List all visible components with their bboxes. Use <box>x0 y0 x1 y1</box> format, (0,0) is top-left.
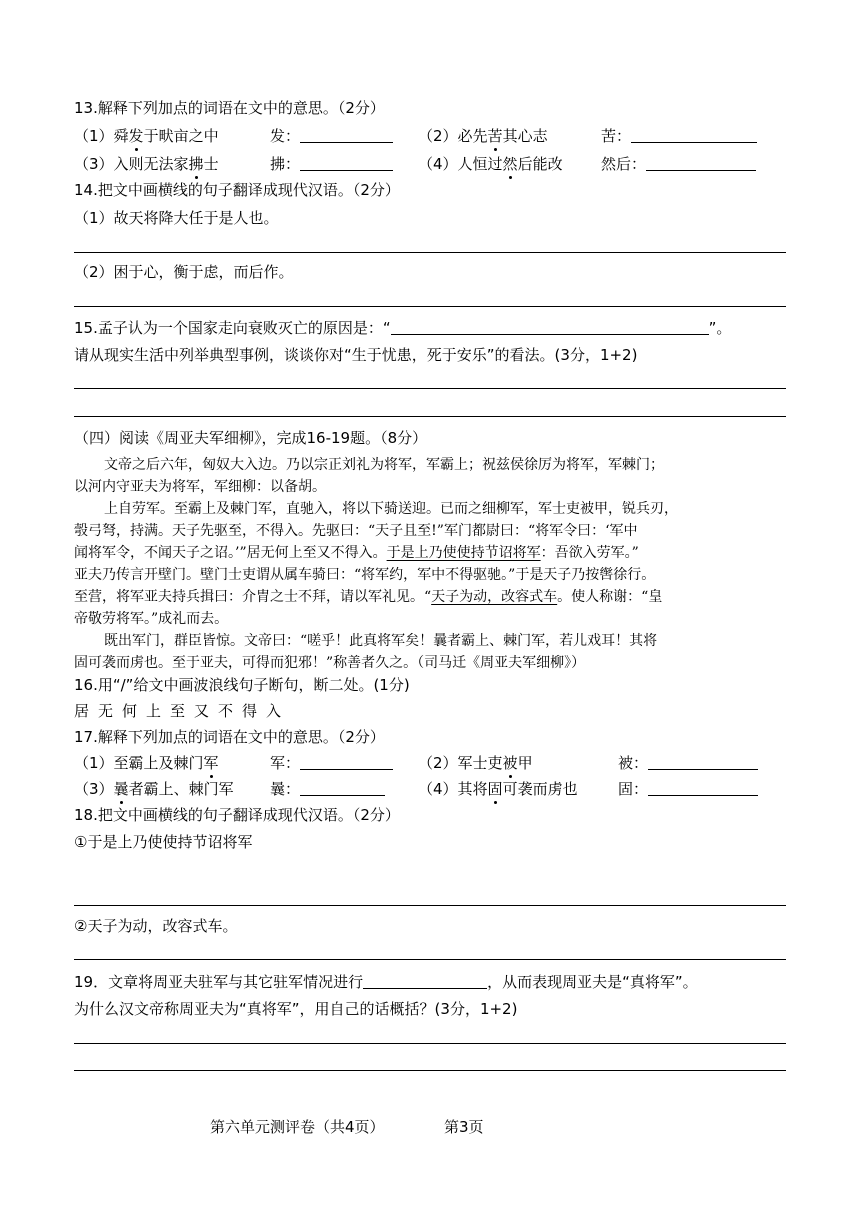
answer-blank[interactable] <box>300 156 393 171</box>
answer-blank[interactable] <box>631 128 757 143</box>
dotted-char: 苦 <box>487 127 503 145</box>
q18-title: 18.把文中画横线的句子翻译成现代汉语。（2分） <box>74 806 400 824</box>
q17-item-1: （1）至霸上及棘门军 <box>74 754 219 772</box>
answer-blank[interactable] <box>648 755 758 770</box>
q18-sentence-1: ①于是上乃使使持节诏将军 <box>74 833 253 851</box>
answer-blank[interactable] <box>363 974 487 989</box>
answer-line[interactable] <box>74 252 786 253</box>
passage-line: 至营，将军亚夫持兵揖曰：介胄之士不拜，请以军礼见。“天子为动，改容式车。使人称谢：“皇 <box>74 589 663 605</box>
answer-blank[interactable] <box>391 320 709 335</box>
q13-answer-1[interactable]: 发： <box>270 126 393 146</box>
dotted-char: 被 <box>502 754 518 772</box>
q19-question: 19．文章将周亚夫驻军与其它驻军情况进行 ，从而表现周亚夫是“真将军”。 <box>74 973 698 991</box>
dotted-char: 军 <box>203 754 219 772</box>
footer-page-number: 第3页 <box>444 1118 484 1136</box>
passage-line: 闻将军令，不闻天子之诏。’”居无何上至又不得入。于是上乃使使持节诏将军：吾欲入劳军。” <box>74 545 639 561</box>
q15-prompt: 请从现实生活中列举典型事例，谈谈你对“生于忧患，死于安乐”的看法。(3分，1+2) <box>74 346 638 364</box>
dotted-char: 固 <box>487 780 503 798</box>
dotted-char: 曩 <box>113 780 129 798</box>
answer-blank[interactable] <box>300 128 393 143</box>
answer-line[interactable] <box>74 959 786 960</box>
answer-line[interactable] <box>74 905 786 906</box>
q13-answer-4[interactable]: 然后： <box>601 154 756 174</box>
q16-title: 16.用“/”给文中画波浪线句子断句，断二处。(1分) <box>74 676 410 694</box>
passage-line: 固可袭而虏也。至于亚夫，可得而犯邪！”称善者久之。（司马迁《周亚夫军细柳》） <box>74 655 586 671</box>
q14-sentence-2: （2）困于心，衡于虑，而后作。 <box>74 263 294 281</box>
dotted-char: 然 <box>502 155 518 173</box>
answer-blank[interactable] <box>300 781 385 796</box>
underlined-sentence: 于是上乃使使持节诏将军 <box>386 545 541 561</box>
passage-line: 以河内守亚夫为将军，军细柳：以备胡。 <box>74 479 326 495</box>
passage-line: 亚夫乃传言开壁门。壁门士吏谓从属车骑曰：“将军约，军中不得驱驰。”于是天子乃按辔徐行。 <box>74 567 656 583</box>
q13-answer-2[interactable]: 苦： <box>601 126 757 146</box>
footer-exam-info: 第六单元测评卷（共4页） <box>210 1118 385 1136</box>
answer-line[interactable] <box>74 1043 786 1044</box>
q17-answer-2[interactable]: 被： <box>618 753 758 773</box>
q13-answer-3[interactable]: 拂： <box>270 154 393 174</box>
passage-line: 帝敬劳将军。”成礼而去。 <box>74 611 229 627</box>
answer-line[interactable] <box>74 416 786 417</box>
q17-item-4: （4）其将固可袭而虏也 <box>418 780 578 798</box>
q17-item-3: （3）曩者霸上、棘门军 <box>74 780 234 798</box>
answer-blank[interactable] <box>300 755 393 770</box>
answer-line[interactable] <box>74 306 786 307</box>
q14-sentence-1: （1）故天将降大任于是人也。 <box>74 209 279 227</box>
passage-line: 彀弓弩，持满。天子先驱至，不得入。先驱曰：“天子且至!”军门都尉曰：“将军令曰：‘军中 <box>74 523 638 539</box>
q19-prompt: 为什么汉文帝称周亚夫为“真将军”，用自己的话概括？(3分，1+2) <box>74 1000 518 1018</box>
q17-answer-3[interactable]: 曩： <box>270 779 385 799</box>
passage-line: 文帝之后六年，匈奴大入边。乃以宗正刘礼为将军，军霸上；祝兹侯徐厉为将军，军棘门； <box>104 457 664 473</box>
q17-answer-1[interactable]: 军： <box>270 753 393 773</box>
q13-title: 13.解释下列加点的词语在文中的意思。（2分） <box>74 99 385 117</box>
answer-blank[interactable] <box>646 156 756 171</box>
q17-answer-4[interactable]: 固： <box>618 779 758 799</box>
passage-line: 既出军门，群臣皆惊。文帝曰：“嗟乎！此真将军矣！曩者霸上、棘门军，若儿戏耳！其将 <box>104 633 658 649</box>
q14-title: 14.把文中画横线的句子翻译成现代汉语。（2分） <box>74 181 400 199</box>
dotted-char: 发 <box>128 127 144 145</box>
q13-item-1: （1）舜发于畎亩之中 <box>74 127 219 145</box>
q13-item-3: （3）入则无法家拂士 <box>74 155 219 173</box>
section4-heading: （四）阅读《周亚夫军细柳》，完成16-19题。（8分） <box>74 429 428 447</box>
q13-item-4: （4）人恒过然后能改 <box>418 155 563 173</box>
answer-line[interactable] <box>74 388 786 389</box>
underlined-sentence: 天子为动，改容式车 <box>431 589 558 605</box>
answer-line[interactable] <box>74 1070 786 1071</box>
q17-title: 17.解释下列加点的词语在文中的意思。（2分） <box>74 728 385 746</box>
q16-sentence[interactable]: 居无何上至又不得入 <box>74 702 291 720</box>
q13-item-2: （2）必先苦其心志 <box>418 127 548 145</box>
passage-line: 上自劳军。至霸上及棘门军，直驰入，将以下骑送迎。已而之细柳军，军士吏被甲，锐兵刃， <box>104 501 678 517</box>
dotted-char: 拂 <box>188 155 204 173</box>
q15-question: 15.孟子认为一个国家走向衰败灭亡的原因是：“ ”。 <box>74 319 732 337</box>
q18-sentence-2: ②天子为动，改容式车。 <box>74 917 238 935</box>
answer-blank[interactable] <box>648 781 758 796</box>
q17-item-2: （2）军士吏被甲 <box>418 754 533 772</box>
